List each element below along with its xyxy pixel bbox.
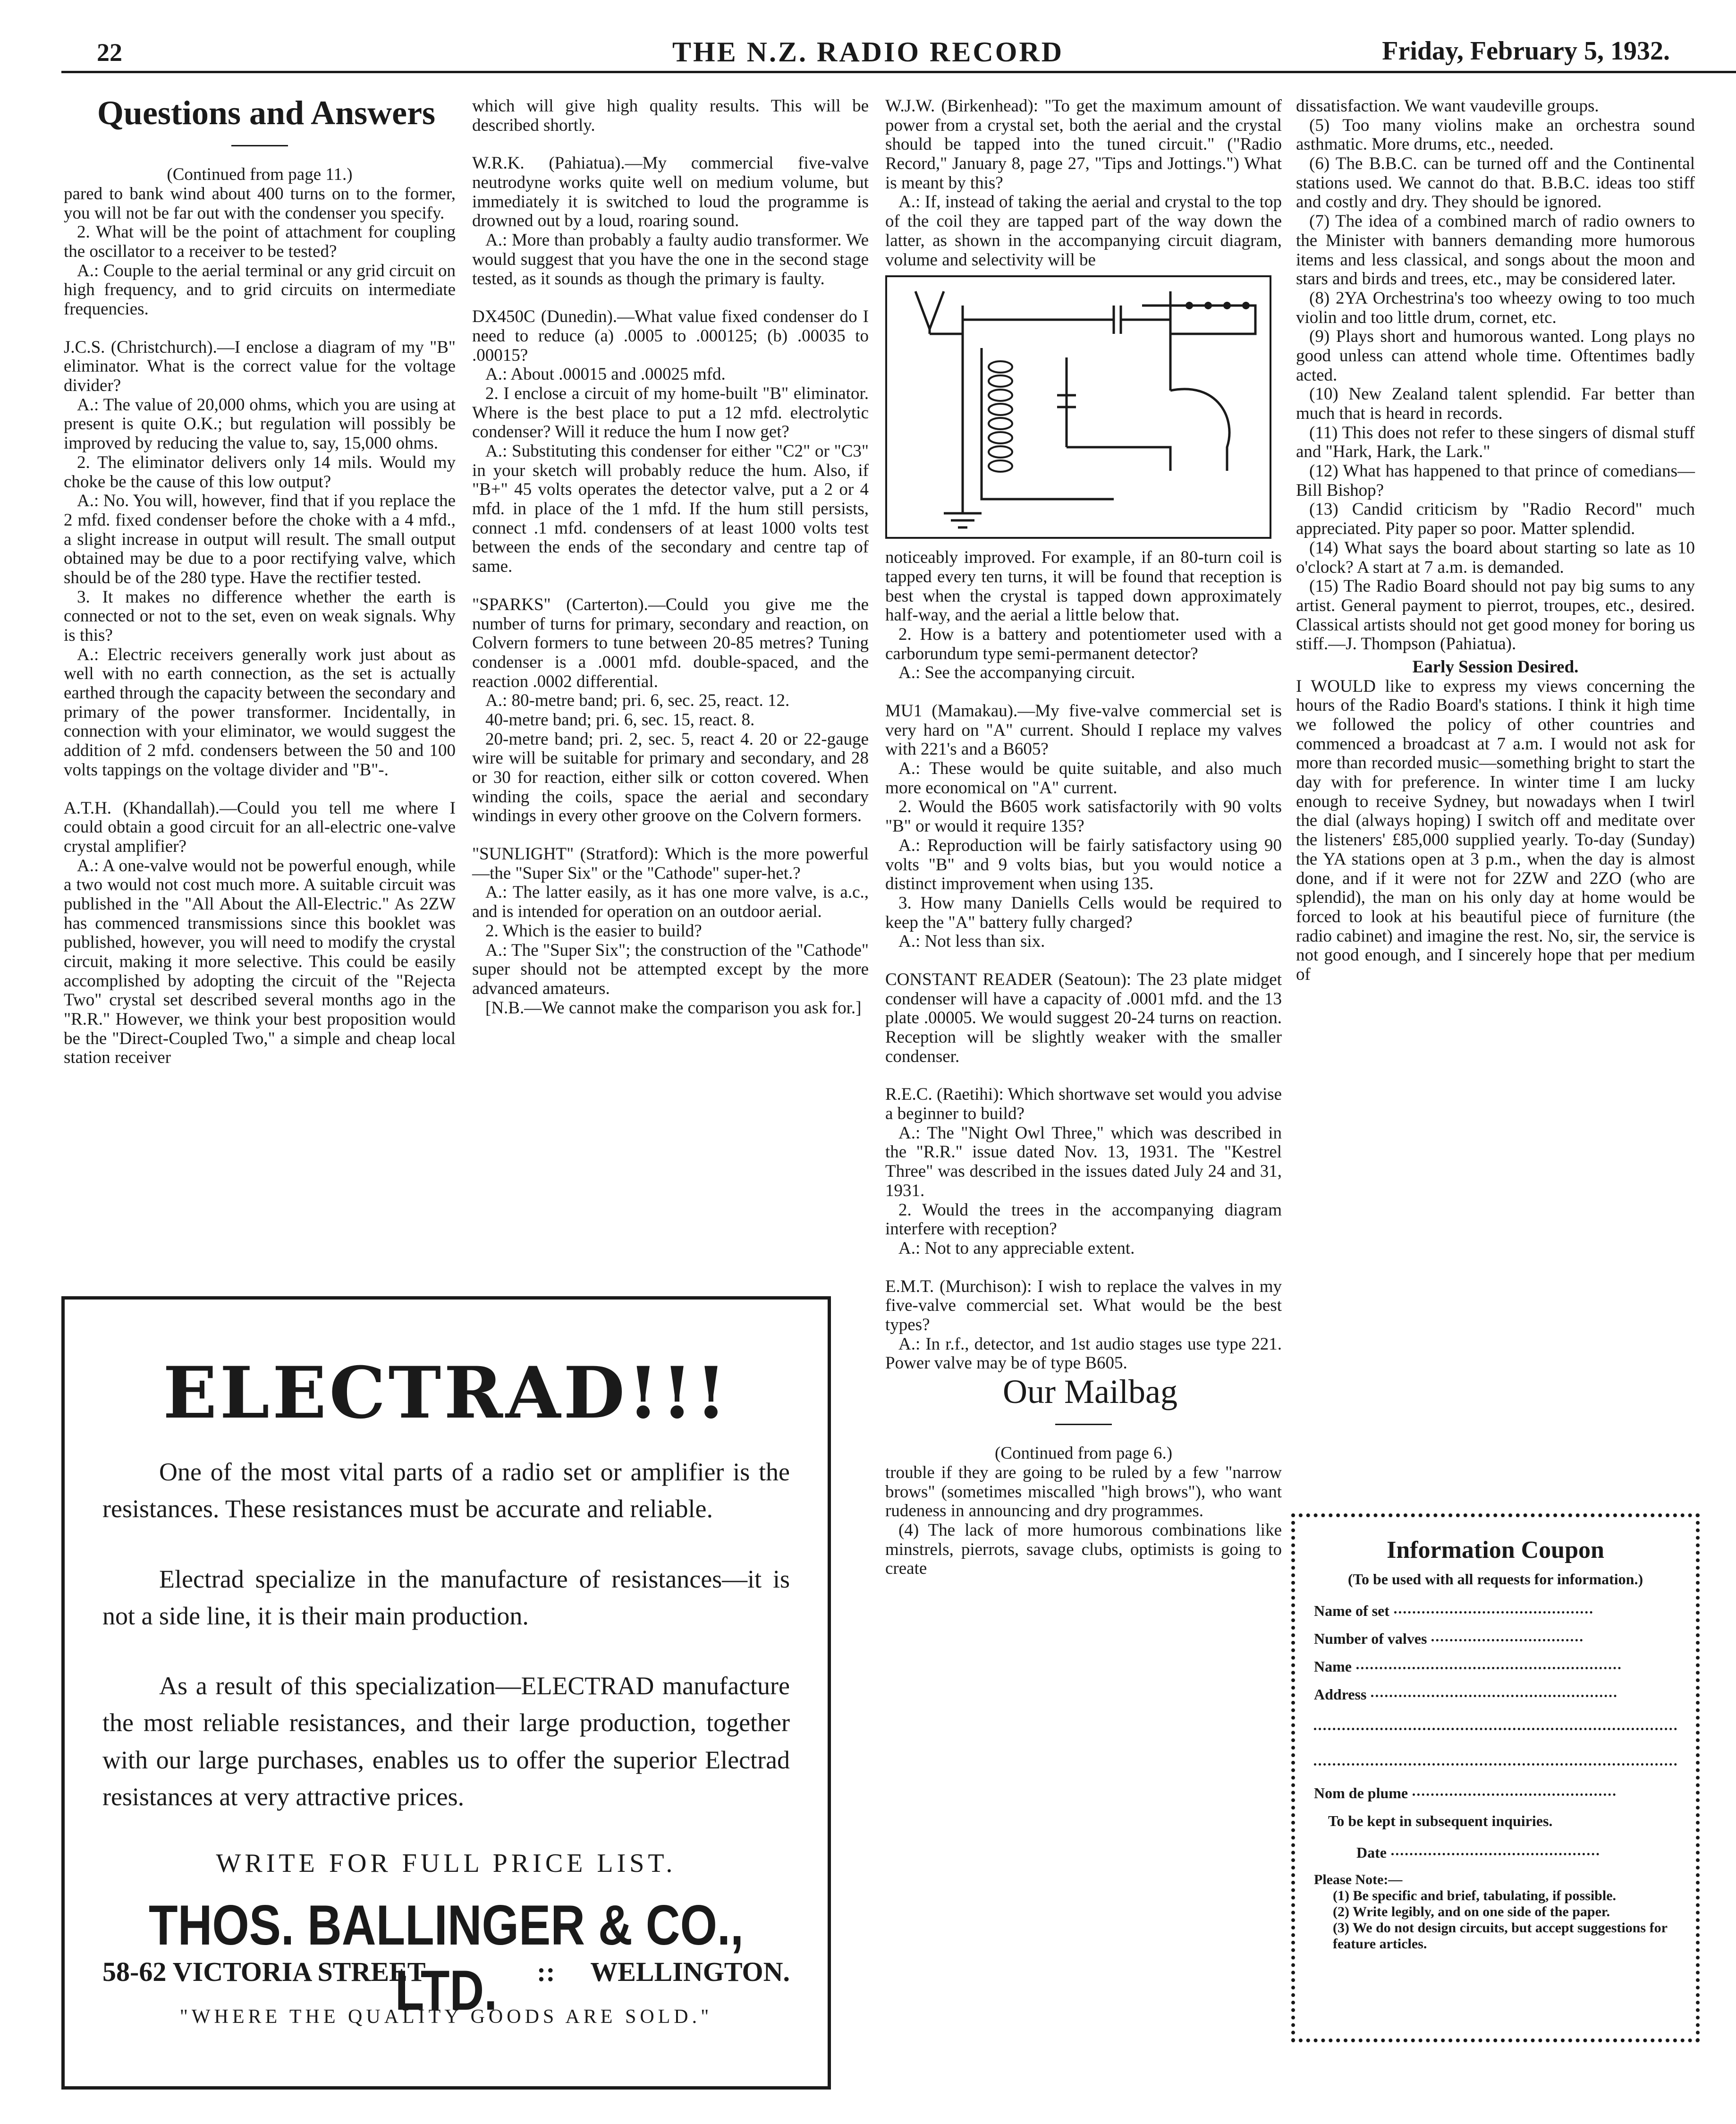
mailbag-paragraph: (6) The B.B.C. can be turned off and the Continental stations used. We cannot do that. B.B.C. ideas too stiff and costly and dry. They should be ignored. (1296, 154, 1695, 212)
mailbag-paragraph: dissatisfaction. We want vaudeville groups. (1296, 96, 1599, 116)
advert-company: THOS. BALLINGER & CO., LTD. (149, 1894, 744, 2022)
qa-paragraph: A.: 80-metre band; pri. 6, sec. 25, react. 12. (485, 691, 790, 711)
qa-question: MU1 (Mamakau).—My five-valve commercial set is very hard on "A" current. Should I replace my valves with 221's and a B605? (885, 701, 1282, 759)
qa-question: J.C.S. (Christchurch).—I enclose a diagram of my "B" eliminator. What is the correct value for the voltage divider? (64, 337, 456, 396)
column-4 (1296, 97, 1695, 985)
advert-paragraph: Electrad specialize in the manufacture of resistances—it is not a side line, it is their main production. (102, 1564, 790, 1630)
qa-question: "SUNLIGHT" (Stratford): Which is the more powerful—the "Super Six" or the "Cathode" super-het.? (472, 844, 869, 883)
qa-paragraph: 3. It makes no difference whether the earth is connected or not to the set, even on weak signals. Why is this? (64, 587, 456, 645)
coupon-field-line (1413, 1793, 1616, 1796)
coupon-field-label: Name (1314, 1658, 1352, 1675)
publication-title: THE N.Z. RADIO RECORD (672, 36, 1064, 68)
qa-question: R.E.C. (Raetihi): Which shortwave set would you advise a beginner to build? (885, 1085, 1282, 1124)
advert-paragraph: One of the most vital parts of a radio set or amplifier is the resistances. These resistances must be accurate and reliable. (102, 1458, 790, 1523)
early-session-title: Early Session Desired. (1412, 657, 1579, 677)
qa-paragraph: pared to bank wind about 400 turns on to the former, you will not be far out with the condenser you specify. (64, 184, 456, 223)
coupon-field-line (1356, 1667, 1621, 1669)
qa-paragraph: A.: Couple to the aerial terminal or any grid circuit on high frequency, and to grid circuits on intermediate frequencies. (64, 261, 456, 319)
qa-paragraph: A.: If, instead of taking the aerial and crystal to the top of the coil they are tapped part of the way down the latter, as shown in the accompanying circuit diagram, volume and selectivity will be (885, 192, 1282, 270)
coupon-field-line (1431, 1639, 1583, 1641)
qa-paragraph: 2. How is a battery and potentiometer used with a carborundum type semi-permanent detector? (885, 624, 1282, 663)
qa-paragraph: A.: The "Night Owl Three," which was described in the "R.R." issue dated Nov. 13, 1931. The "Kestrel Three" was described in the issues dated July 24 and 31, 1931. (885, 1123, 1282, 1200)
qa-paragraph: A.: Electric receivers generally work just about as well with no earth connection, as the set is actually earthed through the capacity between the secondary and primary of the power transformer. Incidentally, in connection with your eliminator, we would suggest the addition of 2 mfd. condensers between the 50 and 100 volts tappings on the voltage divider and "B"-. (64, 645, 456, 780)
mailbag-paragraph: (9) Plays short and humorous wanted. Long plays no good unless can attend whole time. Oftentimes badly acted. (1296, 327, 1695, 385)
qa-question: W.R.K. (Pahiatua).—My commercial five-valve neutrodyne works quite well on medium volume, but immediately it is switched to loud the programme is drowned out by a loud, roaring sound. (472, 153, 869, 231)
qa-paragraph: A.: These would be quite suitable, and also much more economical on "A" current. (885, 759, 1282, 798)
mailbag-paragraph: (11) This does not refer to these singers of dismal stuff and "Hark, Hark, the Lark." (1296, 423, 1695, 462)
coupon-note: (2) Write legibly, and on one side of the paper. (1333, 1904, 1610, 1920)
qa-paragraph: which will give high quality results. This will be described shortly. (472, 96, 869, 135)
page-header (0, 33, 1736, 76)
qa-question: "SPARKS" (Carterton).—Could you give me the number of turns for primary, secondary and reaction, on Colvern formers to tune between 20-85 metres? Tuning condenser is a .0001 mfd. double-spaced, and the reaction .0002 differential. (472, 595, 869, 691)
advert-paragraph: As a result of this specialization—ELECTRAD manufacture the most reliable resistances, and their large production, together with our large purchases, enables us to offer the superior Electrad resistances at very attractive prices. (102, 1672, 790, 1811)
qa-paragraph: A.: Substituting this condenser for either "C2" or "C3" in your sketch will probably reduce the hum. Also, if "B+" 45 volts operates the detector valve, put a 2 or 4 mfd. in place of the 1 mfd. If the hum still persists, connect .1 mfd. condensers of at least 1000 volts test between the ends of the secondary and centre tap of same. (472, 442, 869, 577)
qa-paragraph: A.: The value of 20,000 ohms, which you are using at present is quite O.K.; but regulation will possibly be improved by reducing the value to, say, 15,000 ohms. (64, 395, 456, 453)
header-rule (61, 71, 1736, 73)
qa-paragraph: A.: A one-valve would not be powerful enough, while a two would not cost much more. A suitable circuit was published in the "All About the All-Electric." As 2ZW has commenced transmissions since this booklet was published, however, you will need to modify the crystal circuit, making it more selective. This could be easily accomplished by adopting the circuit of the "Rejecta Two" crystal set described several months ago in the "R.R." However, we think your best proposition would be the "Direct-Coupled Two," a simple and cheap local station receiver (64, 856, 456, 1068)
qa-question: CONSTANT READER (Seatoun): The 23 plate midget condenser will have a capacity of .0001 mfd. and the 13 plate .00005. We would suggest 20-24 turns on reaction. Reception will be slightly weaker with the smaller condenser. (885, 969, 1282, 1066)
coupon-field-line (1371, 1695, 1617, 1697)
crystal-circuit-diagram (885, 275, 1271, 539)
coupon-note: (1) Be specific and brief, tabulating, if possible. (1333, 1888, 1617, 1903)
qa-paragraph: 2. What will be the point of attachment for coupling the oscillator to a receiver to be tested? (64, 222, 456, 261)
column-3 (885, 97, 1282, 1579)
coupon-field-address[interactable] (1314, 1686, 1677, 1703)
coupon-field-nom-de-plume[interactable] (1314, 1784, 1677, 1802)
column-1 (64, 94, 456, 1068)
coupon-address-line[interactable] (1314, 1714, 1677, 1730)
qa-paragraph: A.: More than probably a faulty audio transformer. We would suggest that you have the one in the second stage tested, as it sounds as though the primary is faulty. (472, 230, 869, 289)
mailbag-paragraph: (5) Too many violins make an orchestra sound asthmatic. More drums, etc., needed. (1296, 115, 1695, 154)
coupon-field-label: Date (1356, 1844, 1387, 1861)
coupon-title: Information Coupon (1387, 1537, 1604, 1563)
qa-question: A.T.H. (Khandallah).—Could you tell me where I could obtain a good circuit for an all-electric one-valve crystal amplifier? (64, 798, 456, 856)
advert-headline: ELECTRAD!!! (163, 1351, 729, 1435)
qa-paragraph: A.: Not to any appreciable extent. (898, 1238, 1135, 1258)
qa-paragraph: 2. Which is the easier to build? (485, 921, 702, 941)
mailbag-paragraph: trouble if they are going to be ruled by a few "narrow brows" (sometimes miscalled "high brows"), who want rudeness in announcing and dry programmes. (885, 1462, 1282, 1521)
coupon-field-number-of-valves[interactable] (1314, 1630, 1677, 1648)
address-street: 58-62 VICTORIA STREET (102, 1956, 426, 1987)
early-session-letter: I WOULD like to express my views concerning the hours of the Radio Board's stations. I think it high time we followed the policy of other countries and commenced a broadcast at 7 a.m. I would not ask for more than recorded music—something bright to start the day with for preference. In winter time I am lucky enough to receive Sydney, but nowadays when I twirl the dial (always hoping) I switch off and meditate over the listeners' £85,000 supplied yearly. To-day (Sunday) the YA stations open at 3 p.m., when the day is almost done, and if it were not for 2ZW and 2ZO (who are splendid), the man on his only day at home would be forced to look at his beautiful piece of furniture (the radio cabinet) and imagine the rest. No, sir, the service is not good enough, and I sincerely hope that per medium of (1296, 676, 1695, 984)
qa-paragraph: A.: The "Super Six"; the construction of the "Cathode" super should not be attempted except by the more advanced amateurs. (472, 940, 869, 998)
mailbag-paragraph: (10) New Zealand talent splendid. Far better than much that is heard in records. (1296, 384, 1695, 423)
coupon-field-label: Name of set (1314, 1602, 1389, 1619)
mailbag-rule (1055, 1424, 1112, 1425)
coupon-field-name-of-set[interactable] (1314, 1602, 1677, 1620)
qa-paragraph: A.: Not less than six. (898, 932, 1045, 952)
coupon-field-name[interactable] (1314, 1658, 1677, 1675)
qa-paragraph: 2. Would the B605 work satisfactorily with 90 volts "B" or would it require 135? (885, 797, 1282, 836)
coupon-note: (3) We do not design circuits, but accept suggestions for feature articles. (1333, 1920, 1668, 1952)
coupon-note-title: Please Note:— (1314, 1872, 1403, 1887)
coupon-field-label: Number of valves (1314, 1630, 1427, 1647)
qa-paragraph: A.: The latter easily, as it has one more valve, is a.c., and is intended for operation on an outdoor aerial. (472, 883, 869, 922)
title-rule (231, 145, 288, 146)
mailbag-continued: (Continued from page 6.) (994, 1444, 1173, 1463)
coupon-field-date[interactable] (1356, 1844, 1677, 1861)
qa-title: Questions and Answers (97, 94, 436, 132)
qa-paragraph: 2. The eliminator delivers only 14 mils. Would my choke be the cause of this low output? (64, 452, 456, 492)
qa-paragraph: A.: No. You will, however, find that if you replace the 2 mfd. fixed condenser before the choke with a 4 mfd., a slight increase in output will result. The small output obtained may be due to a poor rectifying valve, which should be of the 280 type. Have the rectifier tested. (64, 491, 456, 587)
qa-paragraph: A.: Reproduction will be fairly satisfactory using 90 volts "B" and 9 volts bias, but you would notice a distinct improvement when using 135. (885, 835, 1282, 894)
mailbag-paragraph: (12) What has happened to that prince of comedians—Bill Bishop? (1296, 461, 1695, 500)
qa-question: W.J.W. (Birkenhead): "To get the maximum amount of power from a crystal set, both the aerial and the crystal should be tapped into the tuned circuit." ("Radio Record," January 8, page 27, "Tips and Jottings.") What is meant by this? (885, 96, 1282, 193)
column-2 (472, 97, 869, 1018)
aerial-symbol (915, 291, 944, 329)
mailbag-paragraph: (4) The lack of more humorous combinations like minstrels, pierrots, savage clubs, optimists is going to create (885, 1520, 1282, 1579)
qa-paragraph: noticeably improved. For example, if an 80-turn coil is tapped every ten turns, it will be found that reception is best when the crystal is tapped down approximately half-way, and the aerial a little below that. (885, 548, 1282, 625)
qa-paragraph: 2. Would the trees in the accompanying diagram interfere with reception? (885, 1200, 1282, 1239)
coupon-field-label: Address (1314, 1686, 1367, 1703)
qa-continued: (Continued from page 11.) (167, 165, 353, 185)
mailbag-paragraph: (15) The Radio Board should not pay big sums to any artist. General payment to pierrot, troupes, etc., desired. Classical artists should not get good money for boring us stiff.—J. Thompson (Pahiatua). (1296, 577, 1695, 654)
qa-paragraph: A.: About .00015 and .00025 mfd. (485, 365, 726, 384)
mailbag-paragraph: (14) What says the board about starting so late as 10 o'clock? A start at 7 a.m. is demanded. (1296, 538, 1695, 577)
advert-cta: WRITE FOR FULL PRICE LIST. (216, 1849, 677, 1878)
qa-paragraph: 40-metre band; pri. 6, sec. 15, react. 8. (485, 710, 755, 730)
address-city: WELLINGTON. (590, 1956, 790, 1987)
coupon-field-line (1391, 1853, 1599, 1855)
mailbag-paragraph: (7) The idea of a combined march of radio owners to the Minister with banners demanding more humorous items and less classical, and songs about the moon and stars and birds and trees, etc., may be considered later. (1296, 212, 1695, 289)
coupon-address-line[interactable] (1314, 1749, 1677, 1766)
electrad-advert (61, 1296, 831, 2090)
qa-paragraph: A.: In r.f., detector, and 1st audio stages use type 221. Power valve may be of type B605. (885, 1334, 1282, 1373)
mailbag-title: Our Mailbag (1003, 1373, 1177, 1410)
coupon-notes (1314, 1888, 1677, 1952)
mailbag-paragraph: (13) Candid criticism by "Radio Record" much appreciated. Pity paper so poor. Matter splendid. (1296, 500, 1695, 539)
information-coupon (1291, 1513, 1700, 2042)
qa-paragraph: 20-metre band; pri. 2, sec. 5, react 4. 20 or 22-gauge wire will be suitable for primary and secondary, and 28 or 30 for reaction, either silk or cotton covered. When winding the coils, space the aerial and secondary windings in every other groove on the Colvern formers. (472, 729, 869, 826)
qa-paragraph: [N.B.—We cannot make the comparison you ask for.] (485, 998, 862, 1018)
qa-paragraph: 2. I enclose a circuit of my home-built "B" eliminator. Where is the best place to put a 12 mfd. electrolytic condenser? Will it reduce the hum I now get? (472, 383, 869, 442)
coupon-field-line (1394, 1611, 1592, 1614)
mailbag-paragraph: (8) 2YA Orchestrina's too wheezy owing to too much violin and too little drum, cornet, etc. (1296, 288, 1695, 327)
page-number: 22 (97, 38, 122, 67)
qa-paragraph: A.: See the accompanying circuit. (898, 663, 1135, 683)
advert-slogan: "WHERE THE QUALITY GOODS ARE SOLD." (179, 2006, 713, 2028)
qa-paragraph: 3. How many Daniells Cells would be required to keep the "A" battery fully charged? (885, 893, 1282, 932)
coupon-kept-note: To be kept in subsequent inquiries. (1328, 1812, 1553, 1829)
qa-question: DX450C (Dunedin).—What value fixed condenser do I need to reduce (a) .0005 to .000125; (b) .00035 to .00015? (472, 307, 869, 365)
issue-date: Friday, February 5, 1932. (1382, 36, 1670, 66)
coupon-field-label: Nom de plume (1314, 1784, 1408, 1801)
qa-question: E.M.T. (Murchison): I wish to replace the valves in my five-valve commercial set. What would be the best types? (885, 1276, 1282, 1334)
coupon-subtitle: (To be used with all requests for information.) (1347, 1571, 1643, 1588)
address-separator: :: (537, 1956, 555, 1987)
